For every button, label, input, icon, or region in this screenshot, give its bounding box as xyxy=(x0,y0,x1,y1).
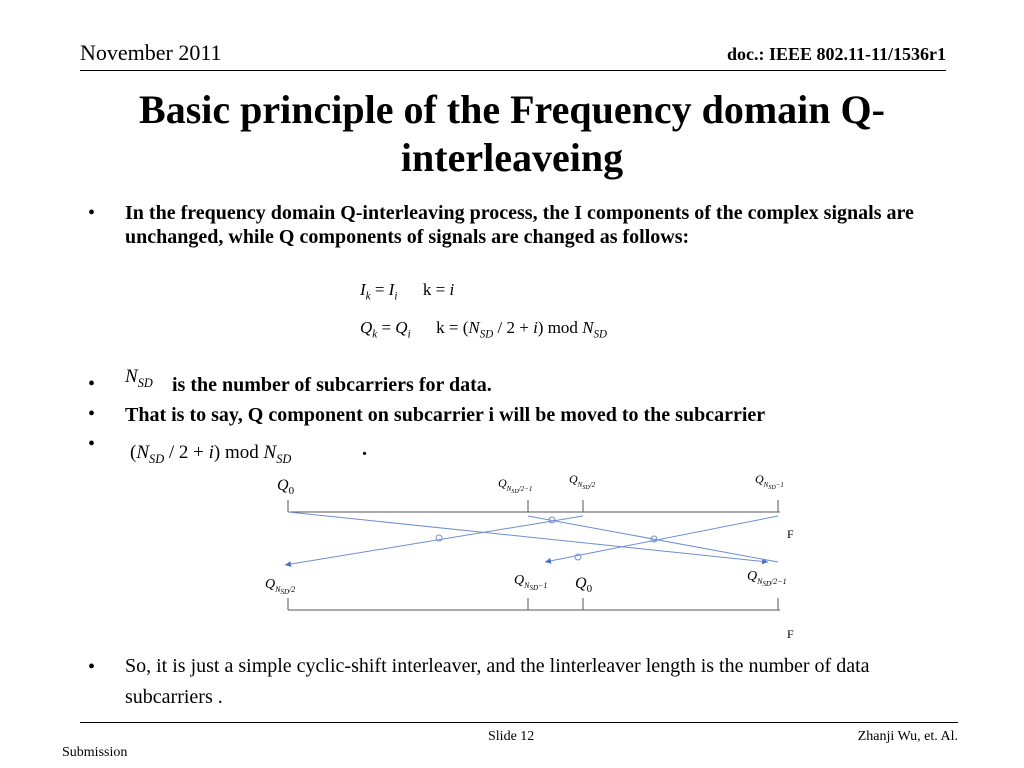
label-q-half-minus-1: $Q_NSD/2-1$ xyxy=(498,476,533,495)
footer-author: Zhanji Wu, et. Al. xyxy=(857,729,958,744)
top-axis-label: F xyxy=(787,527,794,541)
bullet-marker: • xyxy=(88,433,96,455)
label-bottom-q0: $Q_0$ xyxy=(575,575,593,595)
bullet-2-text: is the number of subcarriers for data. xyxy=(172,374,492,396)
bullet-marker: • xyxy=(88,202,96,224)
mapping-arrow-q0 xyxy=(288,512,768,562)
equation-target-subcarrier: $(N_{SD} / 2 + i)$ mod $N_{SD}$ xyxy=(130,442,292,466)
bullet-marker: • xyxy=(88,403,96,425)
bottom-axis-label: F xyxy=(787,627,794,641)
crossing-marker xyxy=(575,554,581,560)
footer-divider xyxy=(80,722,958,723)
header-divider xyxy=(80,70,946,71)
bullet-4-tail: . xyxy=(362,438,367,460)
bullet-3-text: That is to say, Q component on subcarrier i will be moved to the subcarrier xyxy=(125,404,766,426)
label-bottom-q-last: $Q_NSD-1$ xyxy=(514,573,548,592)
label-bottom-q-half-minus-1: $Q_NSD/2-1$ xyxy=(747,569,787,588)
header-doc-id: doc.: IEEE 802.11-11/1536r1 xyxy=(726,44,946,64)
label-q-half: $Q_NSD/2$ xyxy=(569,472,596,491)
label-bottom-q-half: $Q_NSD/2$ xyxy=(265,577,296,596)
nsd-symbol: $N_{SD}$ xyxy=(125,366,153,390)
bullet-5-text: So, it is just a simple cyclic-shift interleaver, and the linterleaver length is the number of data subcarriers . xyxy=(125,655,870,708)
label-q0: $Q_0$ xyxy=(277,477,295,497)
equation-q: $Q_k = Q_i$ $k = (N_{SD} / 2 + i)$ mod $N_{SD}$ xyxy=(360,318,608,341)
footer-submission: Submission xyxy=(62,745,128,760)
header-date: November 2011 xyxy=(80,40,222,65)
slide-title: Basic principle of the Frequency domain Q-interleaveing xyxy=(139,87,885,180)
slide-number: Slide 12 xyxy=(488,729,535,744)
mapping-arrow-q-half xyxy=(285,516,583,565)
bullet-1-text: In the frequency domain Q-interleaving process, the I components of the complex signals are unchanged, while Q components of signals are changed as follows: xyxy=(125,202,914,248)
bullet-marker: • xyxy=(88,656,96,678)
interleaver-diagram xyxy=(255,470,815,650)
bullet-marker: • xyxy=(88,373,96,395)
label-q-last: $Q_NSD-1$ xyxy=(755,472,784,491)
equation-i: $I_k = I_i$ k = i xyxy=(360,280,455,303)
